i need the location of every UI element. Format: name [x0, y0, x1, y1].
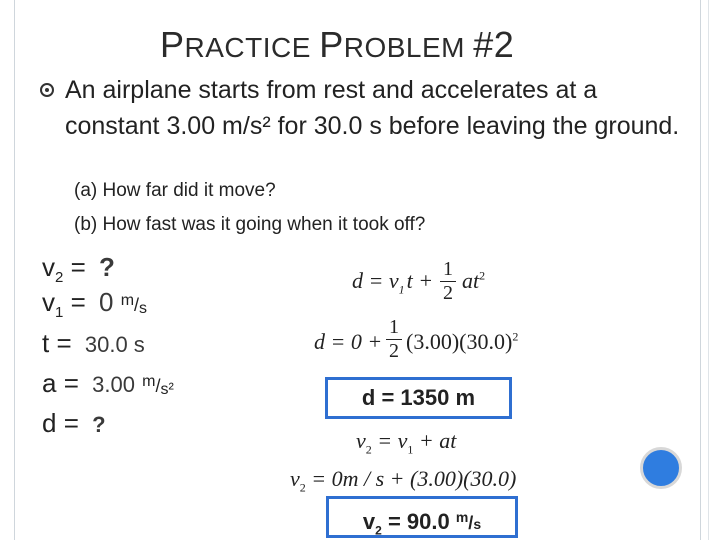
distance-answer-box: d = 1350 m: [325, 377, 512, 419]
left-frame-line: [14, 0, 15, 540]
right-frame-line-outer: [708, 0, 709, 540]
right-frame-line: [700, 0, 701, 540]
var-t: t = 30.0 s: [42, 328, 145, 358]
var-a: a = 3.00 $^m$/s²: [42, 368, 174, 398]
var-v2: $v_2$ = ?: [42, 252, 115, 287]
var-d: d = ?: [42, 408, 106, 438]
problem-statement: An airplane starts from rest and accelerates at a constant 3.00 m/s² for 30.0 s before leaving the ground.: [65, 76, 680, 140]
velocity-substitution: $v_2 = 0m / s + (3.00)(30.0)$: [290, 466, 517, 495]
slide-title: PRACTICE PROBLEM #2: [160, 24, 515, 65]
distance-formula: $d = v_1t$ +: [352, 268, 434, 297]
distance-substitution-tail: $(3.00)(30.0)^2$: [406, 329, 519, 354]
distance-formula-fraction: 1 2: [440, 258, 456, 304]
distance-formula-tail: $at^2$: [462, 268, 486, 293]
distance-substitution-fraction: 1 2: [386, 316, 402, 362]
velocity-formula: $v_2 = v_1$ + at: [356, 428, 457, 457]
decorative-blue-circle: [640, 447, 682, 489]
velocity-answer-box: $v_2 = 90.0$ $^m$/s: [326, 496, 518, 538]
question-b: (b) How fast was it going when it took off?: [74, 214, 426, 235]
var-v1: $v_1 = 0$ $^m$/s: [42, 287, 148, 322]
distance-substitution: d = 0 +: [314, 329, 383, 354]
question-a: (a) How far did it move?: [74, 180, 276, 201]
bullet-icon: [40, 83, 54, 97]
